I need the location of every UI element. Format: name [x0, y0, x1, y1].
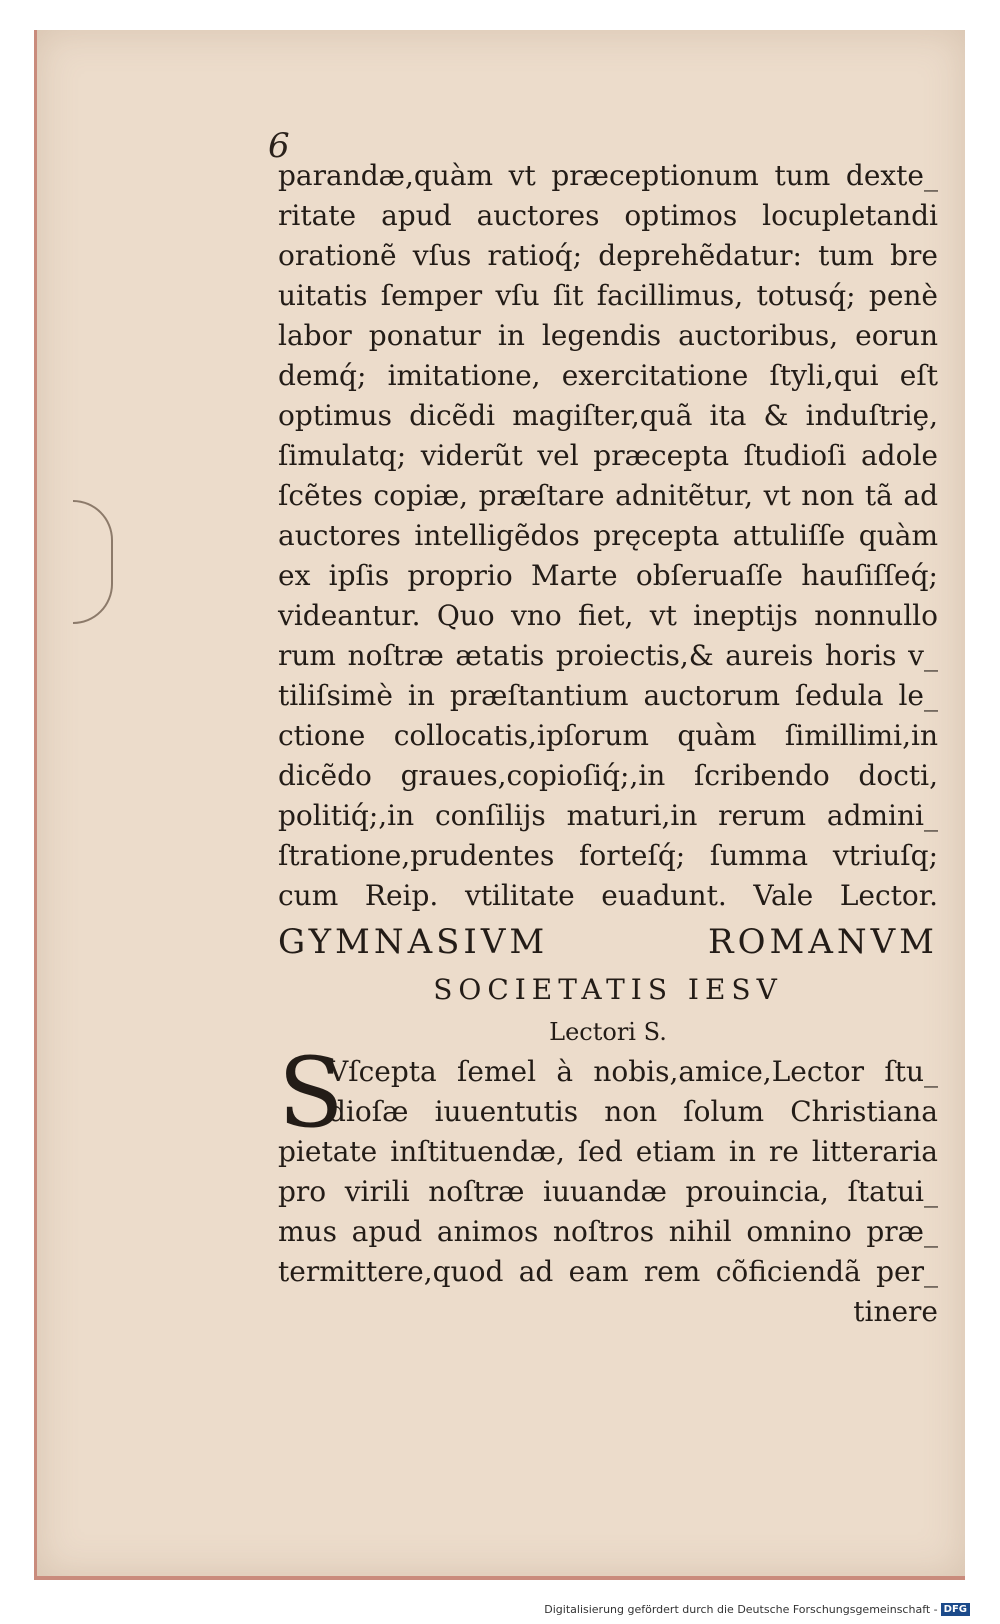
text-line: ctione collocatis,ipſorum quàm ſimillimi,in	[278, 719, 938, 752]
text-line: dioſæ iuuentutis non ſolum Christiana	[328, 1095, 938, 1128]
text-line: ſcẽtes copiæ, præſtare adnitẽtur, vt non tã ad	[278, 479, 938, 512]
text-line: parandæ,quàm vt præceptionum tum dexte_	[278, 159, 938, 192]
text-line: optimus dicẽdi magiſter,quã ita & induſtriȩ,	[278, 399, 938, 432]
text-line: ritate apud auctores optimos locupletandi	[278, 199, 938, 232]
text-line: termittere,quod ad eam rem cõficiendã per_	[278, 1255, 938, 1288]
text-line: videantur. Quo vno fiet, vt ineptijs nonnullo	[278, 599, 938, 632]
text-line: uitatis ſemper vſu ſit facillimus, totusq́; penè	[278, 279, 938, 312]
text-line: ſimulatq; viderũt vel præcepta ſtudioſi adole	[278, 439, 938, 472]
heading-societatis: SOCIETATIS IESV	[433, 973, 783, 1006]
text-line: mus apud animos noſtros nihil omnino præ_	[278, 1215, 938, 1248]
text-line: ſtratione,prudentes forteſq́; ſumma vtriuſq;	[278, 839, 938, 872]
digitization-footer	[544, 1603, 970, 1616]
text-line: rum noſtræ ætatis proiectis,& aureis horis v_	[278, 639, 938, 672]
text-line: politiq́;,in conſilijs maturi,in rerum admini_	[278, 799, 938, 832]
text-line: ex ipſis proprio Marte obſeruaſſe hauſiſſeq́;	[278, 559, 938, 592]
text-line: pro virili noſtræ iuuandæ prouincia, ſtatui_	[278, 1175, 938, 1208]
text-line: pietate inſtituendæ, ſed etiam in re litteraria	[278, 1135, 938, 1168]
text-block	[278, 156, 938, 1332]
second-paragraph	[278, 1132, 938, 1292]
text-line: orationẽ vſus ratioq́; deprehẽdatur: tum bre	[278, 239, 938, 272]
catchword: tinere	[853, 1295, 938, 1328]
dfg-logo: DFG	[941, 1603, 970, 1616]
body-paragraph	[278, 156, 938, 916]
text-line: Vſcepta ſemel à nobis,amice,Lector ſtu_	[328, 1055, 938, 1088]
text-line: cum Reip. vtilitate euadunt. Vale Lector.	[278, 879, 938, 912]
dropcap-lines	[328, 1052, 938, 1132]
page-fold-mark	[73, 500, 113, 624]
footer-credit: Digitalisierung gefördert durch die Deutsche Forschungsgemeinschaft -	[544, 1603, 938, 1616]
text-line: auctores intelligẽdos pręcepta attuliſſe quàm	[278, 519, 938, 552]
heading-gymnasium: GYMNASIVM ROMANVM	[278, 922, 938, 962]
text-line: tiliſsimè in præſtantium auctorum ſedula le_	[278, 679, 938, 712]
page-number: 6	[268, 126, 290, 166]
dropcap-letter: S	[278, 1037, 344, 1149]
text-line: dicẽdo graues,copioſiq́;,in ſcribendo docti,	[278, 759, 938, 792]
text-line: demq́; imitatione, exercitatione ſtyli,qui eſt	[278, 359, 938, 392]
text-line: labor ponatur in legendis auctoribus, eorun	[278, 319, 938, 352]
dropcap-paragraph-start	[278, 1037, 938, 1149]
heading-lectori: Lectori S.	[549, 1018, 667, 1046]
